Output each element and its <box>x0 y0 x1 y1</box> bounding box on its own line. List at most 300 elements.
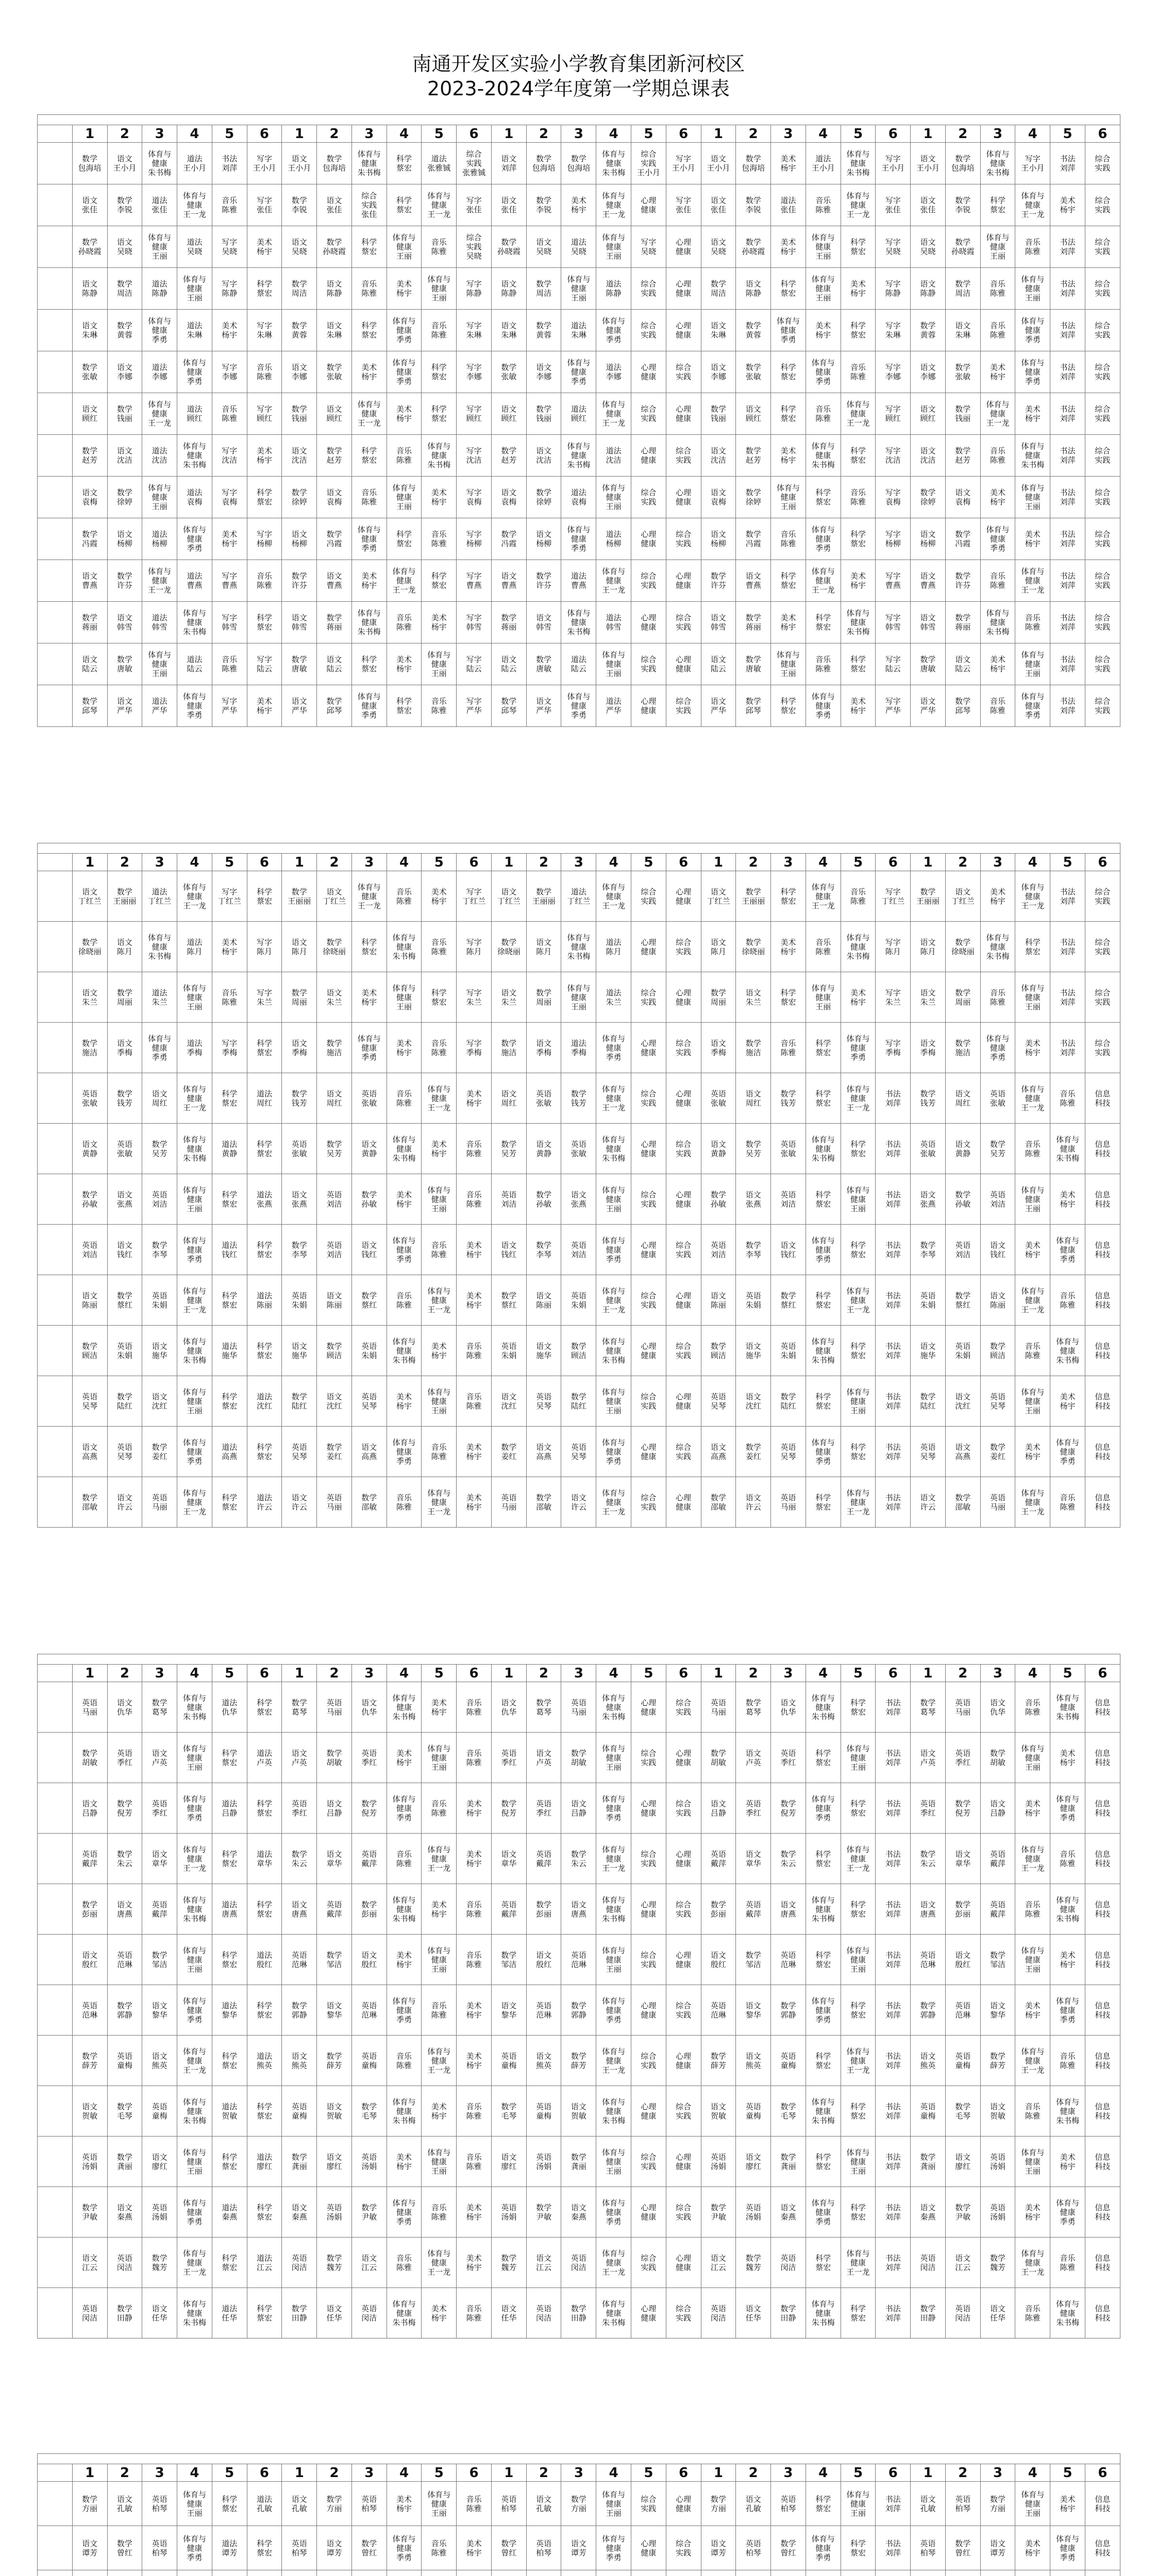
lesson-cell <box>177 2570 212 2576</box>
lesson-cell: 美术 杨宇 <box>457 2036 492 2086</box>
lesson-cell <box>841 2570 876 2576</box>
lesson-cell: 写字 沈洁 <box>212 435 247 477</box>
lesson-cell: 书法 刘萍 <box>876 1073 911 1124</box>
lesson-cell: 体育与 健康 季勇 <box>1015 310 1050 351</box>
lesson-cell: 语文 卢英 <box>911 1733 946 1783</box>
lesson-cell: 科学 蔡宏 <box>212 1174 247 1225</box>
lesson-cell: 音乐 陈雅 <box>1050 1275 1085 1326</box>
lesson-cell: 英语 闵洁 <box>351 2288 387 2338</box>
lesson-cell: 科学 蔡宏 <box>247 2526 282 2570</box>
lesson-cell: 体育与 健康 朱书梅 <box>387 2288 422 2338</box>
class-label-cell <box>38 972 73 1023</box>
lesson-cell: 语文 贺敏 <box>701 2086 736 2137</box>
lesson-cell: 语文 季梅 <box>282 1023 317 1073</box>
lesson-cell: 信息 科技 <box>1085 2086 1120 2137</box>
class-row <box>38 560 1120 602</box>
lesson-cell: 语文 严华 <box>107 685 142 727</box>
lesson-cell: 数学 唐敏 <box>526 643 561 685</box>
lesson-cell: 道法 陈月 <box>177 922 212 972</box>
lesson-cell: 语文 秦燕 <box>561 2187 596 2238</box>
lesson-cell: 语文 仇华 <box>980 1682 1015 1733</box>
lesson-cell: 道法 黎华 <box>212 1985 247 2036</box>
lesson-cell: 体育与 健康 王丽 <box>596 477 631 518</box>
period-number: 5 <box>841 2464 876 2482</box>
lesson-cell: 体育与 健康 王丽 <box>771 477 806 518</box>
lesson-cell: 综合 实践 <box>631 1733 666 1783</box>
period-number: 3 <box>561 1665 596 1682</box>
lesson-cell: 心理 健康 <box>631 184 666 226</box>
lesson-cell: 综合 实践 吴晓 <box>457 226 492 268</box>
lesson-cell: 英语 闵洁 <box>107 2238 142 2288</box>
lesson-cell: 美术 杨宇 <box>1050 2137 1085 2187</box>
lesson-cell: 综合 实践 <box>1085 393 1120 435</box>
lesson-cell: 语文 仇华 <box>107 1682 142 1733</box>
lesson-cell: 体育与 健康 王丽 <box>422 2482 457 2526</box>
class-label-cell <box>38 1427 73 1477</box>
lesson-cell: 体育与 健康 王丽 <box>422 1174 457 1225</box>
lesson-cell: 语文 许云 <box>107 1477 142 1528</box>
lesson-cell: 英语 张敏 <box>526 1073 561 1124</box>
lesson-cell: 数学 黄蓉 <box>107 310 142 351</box>
lesson-cell: 英语 戴萍 <box>980 1884 1015 1935</box>
lesson-cell: 语文 沈洁 <box>701 435 736 477</box>
lesson-cell: 英语 季红 <box>911 1783 946 1834</box>
lesson-cell: 体育与 健康 季勇 <box>806 1427 841 1477</box>
lesson-cell: 语文 秦燕 <box>911 2187 946 2238</box>
lesson-cell: 体育与 健康 朱书梅 <box>596 1326 631 1376</box>
lesson-cell: 语文 张佳 <box>317 184 352 226</box>
lesson-cell: 体育与 健康 王一龙 <box>387 560 422 602</box>
lesson-cell: 体育与 健康 季勇 <box>387 1783 422 1834</box>
period-number: 1 <box>911 125 946 143</box>
lesson-cell <box>666 2570 701 2576</box>
lesson-cell: 数学 葛琴 <box>526 1682 561 1733</box>
lesson-cell: 音乐 陈雅 <box>387 1477 422 1528</box>
lesson-cell: 语文 秦燕 <box>107 2187 142 2238</box>
lesson-cell: 体育与 健康 季勇 <box>806 351 841 393</box>
lesson-cell: 心理 健康 <box>666 972 701 1023</box>
lesson-cell: 科学 蔡宏 <box>841 1427 876 1477</box>
period-number: 1 <box>911 1665 946 1682</box>
lesson-cell: 科学 蔡宏 <box>771 268 806 310</box>
lesson-cell: 体育与 健康 季勇 <box>596 2187 631 2238</box>
lesson-cell: 语文 朱琳 <box>317 310 352 351</box>
lesson-cell: 道法 严华 <box>142 685 177 727</box>
lesson-cell: 体育与 健康 季勇 <box>351 518 387 560</box>
lesson-cell: 英语 范琳 <box>701 1985 736 2036</box>
lesson-cell: 美术 杨宇 <box>457 1073 492 1124</box>
lesson-cell: 数学 徐晓丽 <box>72 922 107 972</box>
lesson-cell: 数学 孙敏 <box>945 1174 980 1225</box>
lesson-cell: 科学 蔡宏 <box>841 518 876 560</box>
lesson-cell: 数学 黄蓉 <box>282 310 317 351</box>
lesson-cell: 数学 尹敏 <box>72 2187 107 2238</box>
lesson-cell: 美术 杨宇 <box>422 1326 457 1376</box>
lesson-cell: 美术 杨宇 <box>457 1477 492 1528</box>
lesson-cell: 科学 蔡宏 <box>212 1073 247 1124</box>
lesson-cell: 书法 刘萍 <box>1050 143 1085 184</box>
lesson-cell: 英语 闵洁 <box>945 2288 980 2338</box>
lesson-cell <box>1015 2570 1050 2576</box>
period-number: 3 <box>980 125 1015 143</box>
lesson-cell: 信息 科技 <box>1085 1834 1120 1884</box>
lesson-cell: 信息 科技 <box>1085 1477 1120 1528</box>
period-number: 3 <box>771 125 806 143</box>
class-row <box>38 602 1120 643</box>
lesson-cell: 音乐 陈雅 <box>1015 1884 1050 1935</box>
period-number: 4 <box>177 1665 212 1682</box>
lesson-cell: 体育与 健康 朱书梅 <box>177 602 212 643</box>
lesson-cell: 科学 蔡宏 <box>212 1834 247 1884</box>
lesson-cell: 科学 蔡宏 <box>247 2187 282 2238</box>
lesson-cell: 写字 曹燕 <box>212 560 247 602</box>
period-number: 1 <box>491 125 526 143</box>
lesson-cell: 体育与 健康 朱书梅 <box>177 1124 212 1174</box>
lesson-cell: 语文 江云 <box>701 2238 736 2288</box>
lesson-cell: 语文 任华 <box>736 2288 771 2338</box>
lesson-cell: 数学 顾洁 <box>561 1326 596 1376</box>
lesson-cell: 体育与 健康 朱书梅 <box>806 1326 841 1376</box>
lesson-cell: 英语 朱娟 <box>282 1275 317 1326</box>
lesson-cell: 语文 仇华 <box>351 1682 387 1733</box>
lesson-cell: 语文 朱琳 <box>491 310 526 351</box>
lesson-cell: 科学 蔡宏 <box>212 2482 247 2526</box>
lesson-cell: 美术 杨宇 <box>457 2238 492 2288</box>
lesson-cell: 语文 吕静 <box>561 1783 596 1834</box>
lesson-cell: 体育与 健康 季勇 <box>596 1783 631 1834</box>
lesson-cell: 英语 张敏 <box>107 1124 142 1174</box>
period-number: 2 <box>945 1665 980 1682</box>
class-row <box>38 1884 1120 1935</box>
lesson-cell: 数学 田静 <box>107 2288 142 2338</box>
lesson-cell: 数学 顾洁 <box>317 1326 352 1376</box>
lesson-cell: 数学 赵芳 <box>317 435 352 477</box>
lesson-cell: 语文 严华 <box>282 685 317 727</box>
lesson-cell: 音乐 陈雅 <box>387 2036 422 2086</box>
lesson-cell: 综合 实践 <box>666 602 701 643</box>
lesson-cell: 体育与 健康 季勇 <box>177 1225 212 1275</box>
lesson-cell: 美术 杨宇 <box>457 1834 492 1884</box>
lesson-cell: 综合 实践 <box>1085 972 1120 1023</box>
lesson-cell: 体育与 健康 朱书梅 <box>596 1682 631 1733</box>
lesson-cell: 体育与 健康 王一龙 <box>177 1275 212 1326</box>
lesson-cell: 数学 龚丽 <box>771 2137 806 2187</box>
lesson-cell: 语文 朱兰 <box>911 972 946 1023</box>
lesson-cell: 语文 贺敏 <box>980 2086 1015 2137</box>
lesson-cell: 英语 柏琴 <box>911 2526 946 2570</box>
lesson-cell: 心理 健康 <box>666 477 701 518</box>
lesson-cell: 音乐 陈雅 <box>980 268 1015 310</box>
lesson-cell: 语文 沈红 <box>736 1376 771 1427</box>
period-number: 2 <box>107 1665 142 1682</box>
lesson-cell: 英语 范琳 <box>911 1935 946 1985</box>
lesson-cell <box>107 2570 142 2576</box>
period-number: 6 <box>666 125 701 143</box>
lesson-cell: 语文 黄静 <box>351 1124 387 1174</box>
lesson-cell: 语文 贺敏 <box>317 2086 352 2137</box>
lesson-cell: 道法 孔敏 <box>247 2482 282 2526</box>
lesson-cell: 综合 实践 <box>631 1376 666 1427</box>
lesson-cell: 语文 唐燕 <box>282 1884 317 1935</box>
lesson-cell: 数学 包海培 <box>736 143 771 184</box>
lesson-cell: 语文 黎华 <box>491 1985 526 2036</box>
period-number: 6 <box>457 2464 492 2482</box>
lesson-cell: 数学 李锐 <box>107 184 142 226</box>
lesson-cell <box>317 2570 352 2576</box>
period-number: 5 <box>422 1665 457 1682</box>
lesson-cell: 英语 马丽 <box>980 1477 1015 1528</box>
lesson-cell: 道法 丁红兰 <box>142 871 177 922</box>
lesson-cell: 写字 杨柳 <box>457 518 492 560</box>
lesson-cell: 综合 实践 <box>631 1935 666 1985</box>
lesson-cell: 体育与 健康 王丽 <box>1015 1174 1050 1225</box>
lesson-cell: 体育与 健康 朱书梅 <box>806 435 841 477</box>
lesson-cell: 道法 陈丽 <box>247 1275 282 1326</box>
period-number: 6 <box>247 2464 282 2482</box>
lesson-cell: 语文 陈丽 <box>701 1275 736 1326</box>
lesson-cell: 数学 彭丽 <box>701 1884 736 1935</box>
lesson-cell: 英语 范琳 <box>945 1985 980 2036</box>
class-row <box>38 1326 1120 1376</box>
lesson-cell: 语文 袁梅 <box>317 477 352 518</box>
lesson-cell: 体育与 健康 王一龙 <box>841 393 876 435</box>
lesson-cell: 数学 冯霞 <box>736 518 771 560</box>
lesson-cell: 英语 刘洁 <box>945 1225 980 1275</box>
lesson-cell: 科学 蔡宏 <box>841 1783 876 1834</box>
lesson-cell: 语文 韩雪 <box>282 602 317 643</box>
lesson-cell: 科学 蔡宏 <box>806 1174 841 1225</box>
lesson-cell: 英语 汤娟 <box>736 2187 771 2238</box>
lesson-cell: 体育与 健康 季勇 <box>596 1985 631 2036</box>
lesson-cell: 数学 邹洁 <box>491 1935 526 1985</box>
page-title <box>0 52 1157 101</box>
lesson-cell: 音乐 陈雅 <box>422 310 457 351</box>
class-row <box>38 2036 1120 2086</box>
lesson-cell: 写字 朱兰 <box>876 972 911 1023</box>
period-number: 5 <box>631 125 666 143</box>
lesson-cell: 综合 实践 <box>1085 351 1120 393</box>
period-number: 6 <box>457 1665 492 1682</box>
lesson-cell: 体育与 健康 季勇 <box>177 351 212 393</box>
lesson-cell: 语文 卢英 <box>142 1733 177 1783</box>
lesson-cell: 语文 廖红 <box>317 2137 352 2187</box>
lesson-cell: 体育与 健康 季勇 <box>596 1023 631 1073</box>
lesson-cell: 数学 葛琴 <box>142 1682 177 1733</box>
lesson-cell: 体育与 健康 季勇 <box>387 2526 422 2570</box>
lesson-cell: 体育与 健康 季勇 <box>177 2526 212 2570</box>
class-row <box>38 2086 1120 2137</box>
lesson-cell: 数学 李锐 <box>526 184 561 226</box>
class-label-cell <box>38 1124 73 1174</box>
lesson-cell: 书法 刘萍 <box>212 143 247 184</box>
lesson-cell: 数学 王丽丽 <box>736 871 771 922</box>
lesson-cell: 语文 陈丽 <box>980 1275 1015 1326</box>
lesson-cell: 美术 杨宇 <box>1050 2482 1085 2526</box>
lesson-cell: 美术 杨宇 <box>561 184 596 226</box>
lesson-cell: 数学 魏芳 <box>736 2238 771 2288</box>
lesson-cell: 英语 童梅 <box>282 2086 317 2137</box>
lesson-cell: 体育与 健康 王丽 <box>806 972 841 1023</box>
lesson-cell: 语文 殷红 <box>72 1935 107 1985</box>
lesson-cell: 道法 廖红 <box>247 2137 282 2187</box>
lesson-cell: 英语 范琳 <box>72 1985 107 2036</box>
class-row <box>38 2137 1120 2187</box>
period-number: 3 <box>351 1665 387 1682</box>
lesson-cell: 语文 陆云 <box>72 643 107 685</box>
lesson-cell: 语文 陈静 <box>736 268 771 310</box>
lesson-cell: 综合 实践 <box>1085 922 1120 972</box>
lesson-cell: 体育与 健康 季勇 <box>177 1783 212 1834</box>
lesson-cell: 科学 蔡宏 <box>806 2036 841 2086</box>
lesson-cell: 信息 科技 <box>1085 1225 1120 1275</box>
period-number: 6 <box>457 125 492 143</box>
lesson-cell: 美术 杨宇 <box>771 922 806 972</box>
lesson-cell: 语文 章华 <box>317 1834 352 1884</box>
lesson-cell <box>72 2570 107 2576</box>
lesson-cell: 数学 胡敏 <box>701 1733 736 1783</box>
lesson-cell: 语文 黎华 <box>980 1985 1015 2036</box>
lesson-cell: 写字 王小月 <box>876 143 911 184</box>
lesson-cell: 道法 陆云 <box>177 643 212 685</box>
lesson-cell: 综合 实践 <box>666 1427 701 1477</box>
lesson-cell: 英语 季红 <box>736 1783 771 1834</box>
lesson-cell: 英语 季红 <box>142 1783 177 1834</box>
lesson-cell: 语文 曹燕 <box>736 560 771 602</box>
lesson-cell: 科学 蔡宏 <box>422 393 457 435</box>
lesson-cell: 道法 章华 <box>247 1834 282 1884</box>
lesson-cell: 心理 健康 <box>631 922 666 972</box>
lesson-cell: 英语 闵洁 <box>911 2238 946 2288</box>
period-number: 4 <box>387 125 422 143</box>
lesson-cell: 科学 蔡宏 <box>247 477 282 518</box>
lesson-cell: 综合 实践 <box>666 1124 701 1174</box>
lesson-cell: 数学 包海培 <box>526 143 561 184</box>
lesson-cell: 语文 张燕 <box>736 1174 771 1225</box>
lesson-cell <box>736 2570 771 2576</box>
lesson-cell: 综合 实践 <box>666 518 701 560</box>
lesson-cell: 美术 杨宇 <box>1015 1023 1050 1073</box>
lesson-cell: 书法 刘萍 <box>876 1124 911 1174</box>
lesson-cell: 数学 彭丽 <box>351 1884 387 1935</box>
lesson-cell: 语文 丁红兰 <box>491 871 526 922</box>
lesson-cell: 音乐 陈雅 <box>1050 1834 1085 1884</box>
lesson-cell: 语文 袁梅 <box>491 477 526 518</box>
lesson-cell: 科学 蔡宏 <box>422 972 457 1023</box>
lesson-cell: 科学 蔡宏 <box>806 1834 841 1884</box>
lesson-cell: 心理 健康 <box>666 560 701 602</box>
lesson-cell: 语文 黄静 <box>526 1124 561 1174</box>
lesson-cell: 语文 周红 <box>491 1073 526 1124</box>
class-row <box>38 2288 1120 2338</box>
lesson-cell: 体育与 健康 王一龙 <box>177 184 212 226</box>
lesson-cell: 数学 胡敏 <box>317 1733 352 1783</box>
lesson-cell: 写字 张佳 <box>247 184 282 226</box>
lesson-cell: 英语 刘洁 <box>701 1225 736 1275</box>
lesson-cell: 体育与 健康 朱书梅 <box>387 922 422 972</box>
lesson-cell: 道法 陈月 <box>596 922 631 972</box>
lesson-cell: 美术 杨宇 <box>387 1376 422 1427</box>
lesson-cell: 体育与 健康 季勇 <box>1050 2526 1085 2570</box>
lesson-cell: 数学 尹敏 <box>526 2187 561 2238</box>
lesson-cell: 写字 王小月 <box>247 143 282 184</box>
lesson-cell: 科学 蔡宏 <box>806 1935 841 1985</box>
lesson-cell: 写字 丁红兰 <box>876 871 911 922</box>
lesson-cell: 美术 杨宇 <box>422 2288 457 2338</box>
lesson-cell: 心理 健康 <box>631 1326 666 1376</box>
lesson-cell: 信息 科技 <box>1085 2482 1120 2526</box>
lesson-cell: 数学 施洁 <box>945 1023 980 1073</box>
lesson-cell: 数学 倪芳 <box>351 1783 387 1834</box>
lesson-cell: 数学 包海培 <box>945 143 980 184</box>
lesson-cell: 音乐 陈雅 <box>457 1326 492 1376</box>
lesson-cell: 体育与 健康 季勇 <box>351 1023 387 1073</box>
period-number: 5 <box>1050 2464 1085 2482</box>
class-label-cell <box>38 1935 73 1985</box>
lesson-cell: 写字 袁梅 <box>457 477 492 518</box>
lesson-cell: 体育与 健康 王丽 <box>422 268 457 310</box>
lesson-cell: 体育与 健康 季勇 <box>351 685 387 727</box>
lesson-cell: 语文 陆云 <box>945 643 980 685</box>
lesson-cell: 书法 刘萍 <box>876 1884 911 1935</box>
lesson-cell: 数学 胡敏 <box>561 1733 596 1783</box>
lesson-cell: 道法 朱兰 <box>142 972 177 1023</box>
lesson-cell: 心理 健康 <box>631 1225 666 1275</box>
lesson-cell: 数学 王丽丽 <box>911 871 946 922</box>
lesson-cell: 体育与 健康 王丽 <box>387 477 422 518</box>
lesson-cell: 信息 科技 <box>1085 1427 1120 1477</box>
lesson-cell: 美术 杨宇 <box>387 268 422 310</box>
lesson-cell: 数学 徐婷 <box>736 477 771 518</box>
lesson-cell: 数学 姜红 <box>317 1427 352 1477</box>
lesson-cell: 体育与 健康 王丽 <box>177 1935 212 1985</box>
lesson-cell: 语文 陆云 <box>491 643 526 685</box>
lesson-cell <box>945 2570 980 2576</box>
lesson-cell: 英语 童梅 <box>142 2086 177 2137</box>
lesson-cell: 体育与 健康 王丽 <box>596 643 631 685</box>
lesson-cell: 科学 蔡宏 <box>841 1985 876 2036</box>
lesson-cell: 心理 健康 <box>666 1376 701 1427</box>
lesson-cell: 科学 蔡宏 <box>771 685 806 727</box>
lesson-cell: 书法 刘萍 <box>1050 518 1085 560</box>
lesson-cell: 数学 朱云 <box>911 1834 946 1884</box>
lesson-cell: 道法 丁红兰 <box>561 871 596 922</box>
class-row <box>38 871 1120 922</box>
lesson-cell: 科学 蔡宏 <box>212 1376 247 1427</box>
lesson-cell: 信息 科技 <box>1085 2288 1120 2338</box>
lesson-cell: 心理 健康 <box>631 2526 666 2570</box>
class-row <box>38 1985 1120 2036</box>
period-number: 4 <box>1015 854 1050 871</box>
period-number: 5 <box>631 1665 666 1682</box>
lesson-cell: 语文 吕静 <box>317 1783 352 1834</box>
lesson-cell: 写字 李娜 <box>457 351 492 393</box>
lesson-cell: 体育与 健康 王丽 <box>561 972 596 1023</box>
lesson-cell: 体育与 健康 朱书梅 <box>561 602 596 643</box>
lesson-cell: 美术 杨宇 <box>387 1023 422 1073</box>
lesson-cell: 语文 顾红 <box>72 393 107 435</box>
lesson-cell: 语文 熊英 <box>282 2036 317 2086</box>
lesson-cell: 写字 朱琳 <box>247 310 282 351</box>
lesson-cell: 体育与 健康 王一龙 <box>841 1073 876 1124</box>
lesson-cell: 音乐 陈雅 <box>457 1884 492 1935</box>
lesson-cell: 数学 朱云 <box>107 1834 142 1884</box>
lesson-cell: 数学 唐敏 <box>911 643 946 685</box>
lesson-cell: 语文 季梅 <box>701 1023 736 1073</box>
class-label-cell <box>38 2288 73 2338</box>
lesson-cell: 体育与 健康 王丽 <box>841 2137 876 2187</box>
class-row <box>38 1376 1120 1427</box>
lesson-cell: 数学 李琴 <box>142 1225 177 1275</box>
